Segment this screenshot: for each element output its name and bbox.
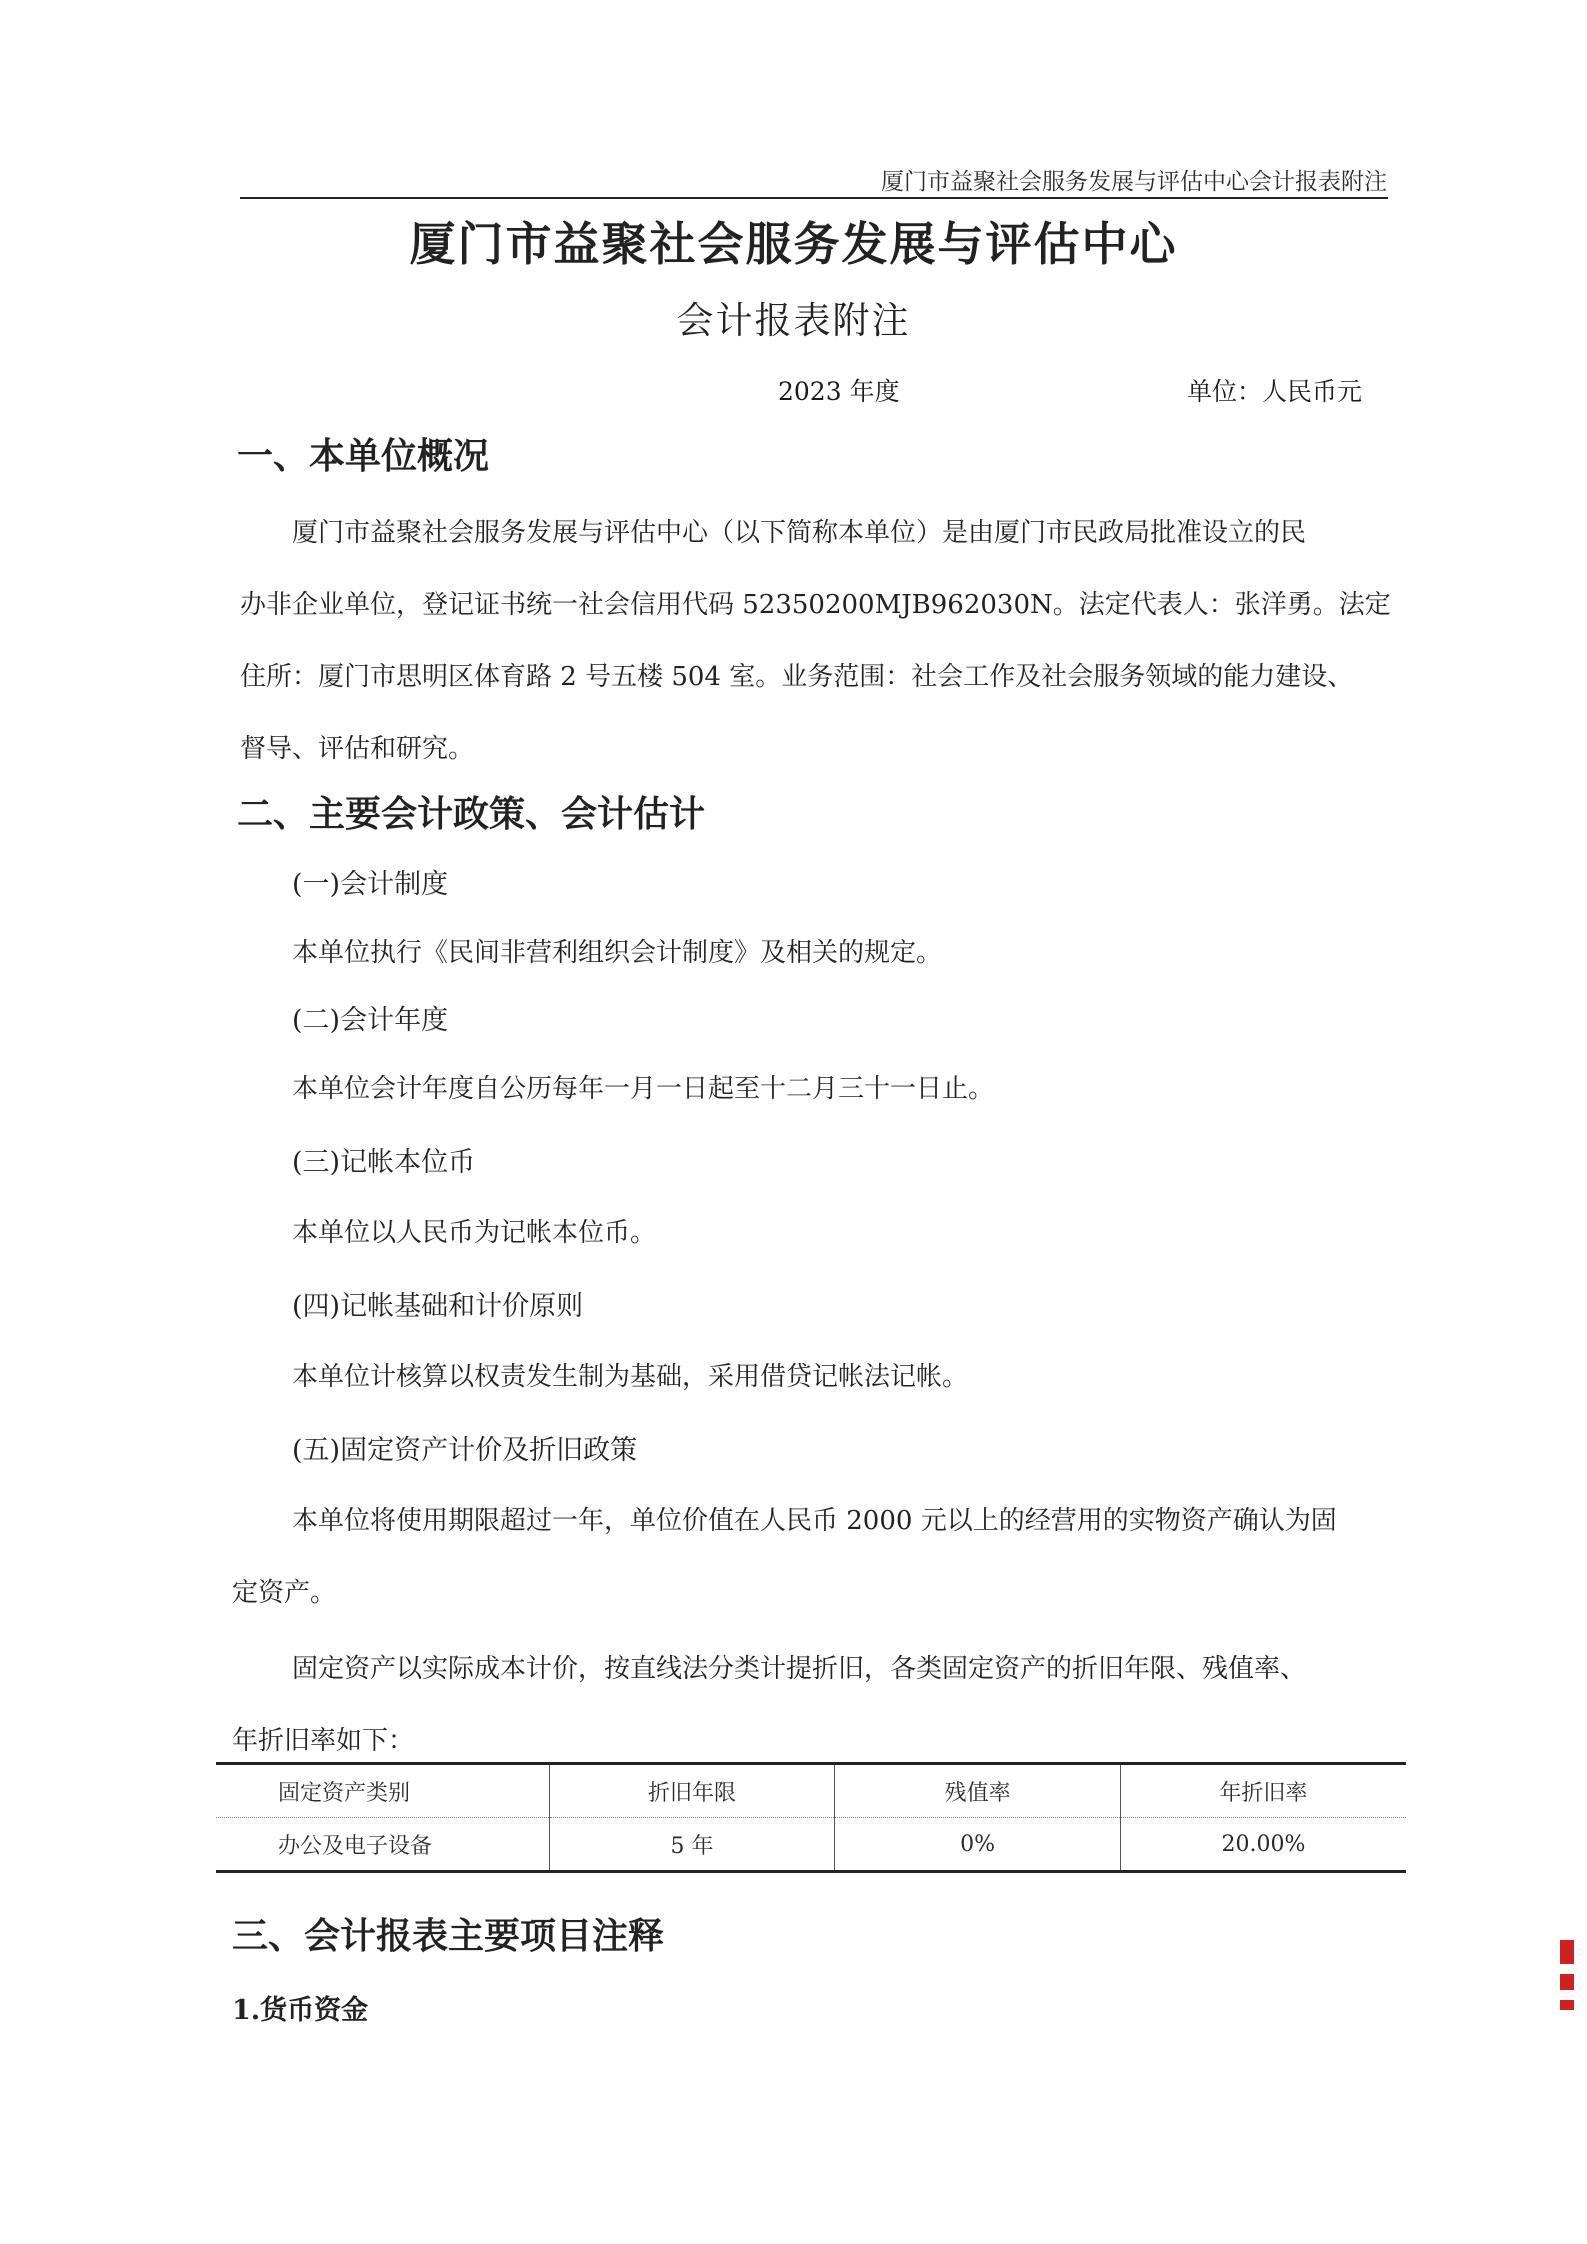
table-row: [216, 1818, 1406, 1872]
fixed-asset-para-line: 固定资产以实际成本计价，按直线法分类计提折旧，各类固定资产的折旧年限、残值率、: [292, 1654, 1307, 1684]
header-rule: [240, 197, 1388, 199]
subsection-title: (五)固定资产计价及折旧政策: [292, 1435, 638, 1466]
section-1-line: 督导、评估和研究。: [240, 734, 475, 764]
section-2-heading: 二、主要会计政策、会计估计: [237, 793, 706, 835]
table-header-row: [216, 1764, 1406, 1818]
fixed-asset-para-line: 定资产。: [232, 1578, 337, 1608]
table-cell: 办公及电子设备: [216, 1818, 549, 1872]
document-subtitle: 会计报表附注: [676, 299, 911, 342]
subsection-title: (一)会计制度: [292, 869, 449, 900]
subsection-title: 1.货币资金: [232, 1995, 369, 2026]
fixed-asset-para-line: 本单位将使用期限超过一年，单位价值在人民币 2000 元以上的经营用的实物资产确认为固: [292, 1506, 1337, 1536]
section-1-heading: 一、本单位概况: [237, 435, 490, 477]
subsection-body: 本单位执行《民间非营利组织会计制度》及相关的规定。: [292, 938, 943, 968]
section-1-line: 住所：厦门市思明区体育路 2 号五楼 504 室。业务范围：社会工作及社会服务领域的能力建设、: [240, 662, 1354, 692]
section-3-heading: 三、会计报表主要项目注释: [232, 1915, 665, 1957]
column-header: 折旧年限: [549, 1764, 835, 1818]
column-header: 残值率: [835, 1764, 1121, 1818]
seal-stamp-fragment: [1560, 1940, 1574, 2040]
document-title: 厦门市益聚社会服务发展与评估中心: [409, 217, 1178, 271]
subsection-body: 本单位计核算以权责发生制为基础，采用借贷记帐法记帐。: [292, 1362, 969, 1392]
table-cell: 0%: [835, 1818, 1121, 1872]
table-cell: 5 年: [549, 1818, 835, 1872]
subsection-body: 本单位以人民币为记帐本位币。: [292, 1218, 657, 1248]
column-header: 年折旧率: [1120, 1764, 1406, 1818]
running-header: 厦门市益聚社会服务发展与评估中心会计报表附注: [881, 169, 1387, 195]
subsection-title: (四)记帐基础和计价原则: [292, 1291, 584, 1322]
section-1-line: 厦门市益聚社会服务发展与评估中心（以下简称本单位）是由厦门市民政局批准设立的民: [292, 518, 1307, 548]
section-1-line: 办非企业单位，登记证书统一社会信用代码 52350200MJB962030N。法定代表人：张洋勇。法定: [240, 590, 1391, 620]
currency-unit: 单位：人民币元: [1187, 377, 1363, 406]
subsection-title: (二)会计年度: [292, 1005, 449, 1036]
table-cell: 20.00%: [1221, 1831, 1306, 1857]
subsection-body: 本单位会计年度自公历每年一月一日起至十二月三十一日止。: [292, 1074, 995, 1104]
subsection-title: (三)记帐本位币: [292, 1147, 476, 1178]
column-header: 固定资产类别: [216, 1764, 549, 1818]
report-year: 2023 年度: [778, 377, 900, 406]
depreciation-table: [216, 1762, 1406, 1873]
fixed-asset-para-line: 年折旧率如下：: [232, 1726, 415, 1756]
